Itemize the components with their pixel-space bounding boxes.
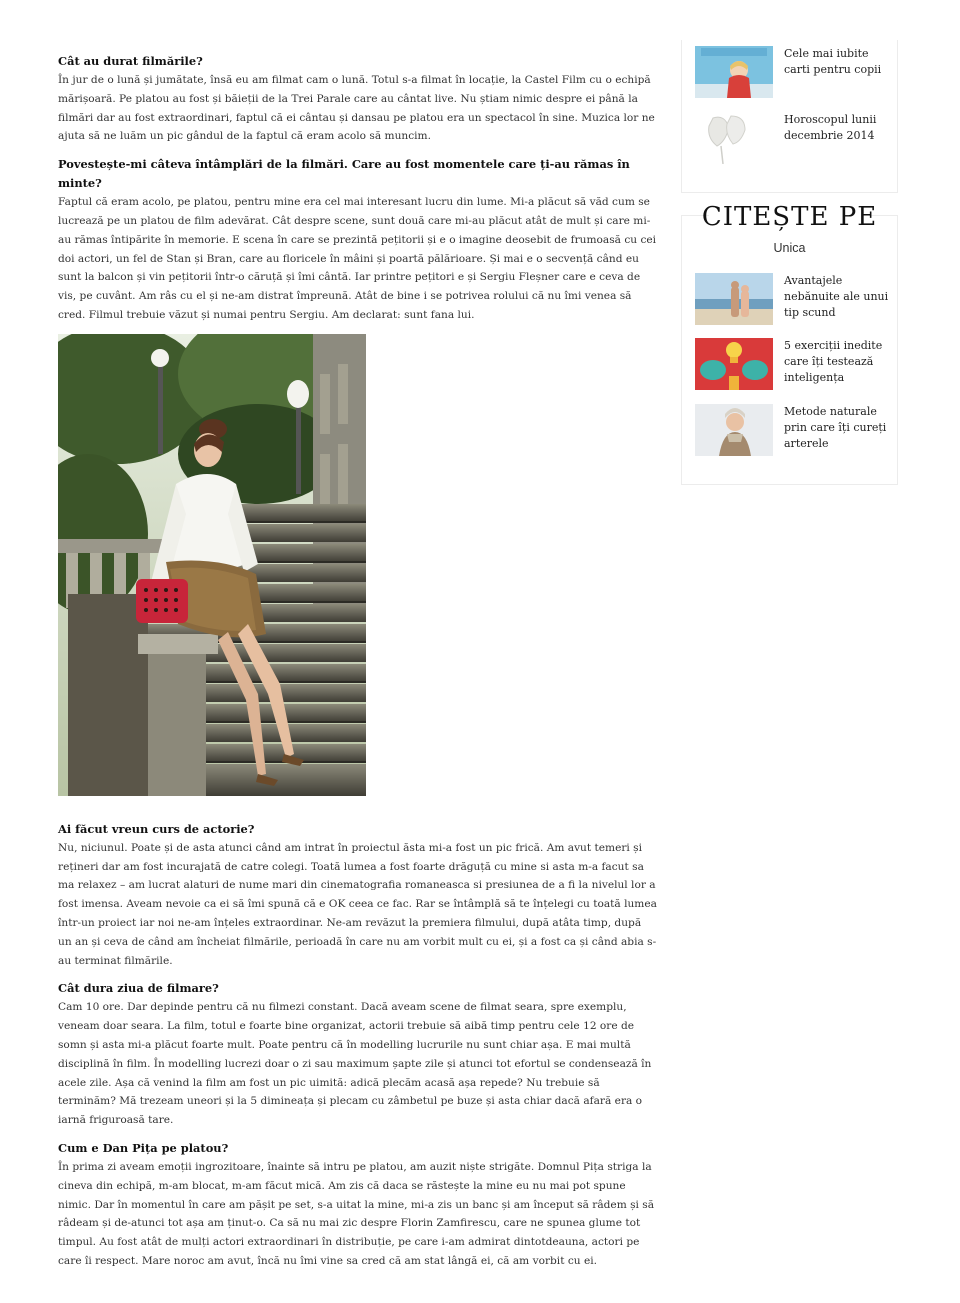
answer-paragraph: Cam 10 ore. Dar depinde pentru că nu filmezi constant. Dacă aveam scene de filmat seara, spre exemplu, veneam doar seara. La film, totul e foarte bine organizat, actorii trebuie să aibă timp pentru cele 12 ore de somn și asta mi-a plăcut foarte mult. Poate pentru că în modelling lucrurile nu sunt chiar așa. E mai multă disciplină în film. În modelling lucrezi doar o zi sau maximum șapte zile și atunci tot efortul se condensează în acele zile. Așa că venind la film am fost un pic uimită: adică plecăm acasă așa repede? Nu trebuie să terminăm? Mă trezeam uneori și la 5 dimineața și plecam cu zâmbetul pe buze și asta chiar dacă afară era o iarnă friguroasă tare. <box>58 1001 652 1127</box>
book-thumbnail <box>695 46 773 98</box>
article-body <box>58 52 658 1280</box>
sidebar-item[interactable] <box>695 338 895 394</box>
sidebar-item[interactable] <box>695 112 895 168</box>
sidebar-item-title[interactable]: Cele mai iubite carti pentru copii <box>784 47 882 76</box>
citeste-brand[interactable]: Unica <box>773 241 806 255</box>
sidebar-item[interactable] <box>695 404 895 460</box>
answer-paragraph: În jur de o lună și jumătate, însă eu am filmat cam o lună. Totul s-a filmat în locație, la Castel Film cu o echipă mărișoară. Pe platou au fost și băieții de la Trei Parale care au cântat live. Nu știam nimic despre ei până la filmări dar au fost extraordinari, faptul că ei cântau și dansau pe platou era un spectacol în sine. Muzica lor ne ajuta să ne luăm un pic gândul de la faptul că eram acolo să muncim. <box>58 74 655 143</box>
sidebar-item-title[interactable]: Avantajele nebănuite ale unui tip scund <box>784 274 889 319</box>
woman-on-stairs-photo <box>58 334 366 796</box>
question-heading: Ai făcut vreun curs de actorie? <box>58 821 255 836</box>
question-heading: Cât au durat filmările? <box>58 54 203 68</box>
question-heading: Cum e Dan Pița pe platou? <box>58 1140 229 1155</box>
question-heading: Cât dura ziua de filmare? <box>58 981 219 996</box>
woman-winter-thumbnail <box>695 404 773 456</box>
sidebar-item-title[interactable]: 5 exerciții inedite care îți testează inteligența <box>784 339 883 384</box>
answer-paragraph: În prima zi aveam emoții ingrozitoare, înainte să intru pe platou, am auzit niște strigăte. Domnul Pița striga la cineva din echipă, m-am blocat, m-am făcut mică. Am zis că daca se răstește la mine eu nu mai pot spune nimic. Dar în momentul în care am pășit pe set, s-a uitat la mine, mi-a zis un banc și am început să râdem și să râdeam și de-atunci tot așa am ținut-o. Ca să nu mai zic despre Florin Zamfirescu, care ne spunea glume tot timpul. Au fost atât de mulți actori extraordinari în distribuție, pe care i-am admirat dintotdeauna, actori pe care îi respect. Mare noroc am avut, încă nu îmi vine sa cred că am stat lângă ei, că am vorbit cu ei. <box>58 1160 655 1267</box>
citeste-heading: CITEȘTE PE <box>701 202 878 232</box>
horoscope-thumbnail <box>695 112 773 164</box>
article-photo <box>58 334 366 796</box>
answer-paragraph: Faptul că eram acolo, pe platou, pentru mine era cel mai interesant lucru din lume. Mi-a plăcut să văd cum se lucrează pe un platou de film adevărat. Cât despre scene, sunt două care mi-au plăcut atât de mult și care mi-au rămas întipărite în memorie. E scena în care se prezintă pețitorii și e o imagine deosebit de frumoasă cu cei doi actori, un fel de Stan și Bran, care au floricele în mâini și poartă pălărioare. Și mai e o secvență când eu sunt la balcon și vin pețitorii într-o căruță și îmi cântă. Iar printre pețitori e și Sergiu Fleșner care e ceva de vis, pe cuvânt. Am râs cu el și ne-am distrat împreună. Atât de bine i se potrivea rolului că nu îmi venea să cred. Filmul trebuie văzut și numai pentru Sergiu. Am declarat: sunt fana lui. <box>58 196 657 321</box>
brain-lightbulb-thumbnail <box>695 338 773 390</box>
question-heading: Povestește-mi câteva întâmplări de la filmări. Care au fost momentele care ți-au rămas în minte? <box>58 157 630 191</box>
sidebar-item[interactable] <box>695 46 895 102</box>
beach-couple-thumbnail <box>695 273 773 325</box>
sidebar-item[interactable] <box>695 273 895 329</box>
answer-paragraph: Nu, niciunul. Poate și de asta atunci când am intrat în proiectul ăsta mi-a fost un pic frică. Am avut temeri și rețineri dar am fost incurajată de catre colegi. Toată lumea a fost foarte drăguță cu mine si asta m-a facut sa ma relaxez – am lucrat alaturi de nume mari din cinematografia romaneasca si presiunea de a fi la nivelul lor a fost imensa. Aveam nevoie ca ei să îmi spună că e OK ceea ce fac. Rar se întâmplă să te înțelegi cu toată lumea într-un proiect iar noi ne-am înțeles extraordinar. Ne-am revăzut la premiera filmului, după atâta timp, după un an și ceva de când am încheiat filmările, perioadă în care nu am vorbit mult cu ei, și a fost ca și când abia s-au terminat filmările. <box>58 841 657 967</box>
citeste-pe-box <box>681 202 898 485</box>
sidebar-related-box <box>681 40 898 193</box>
sidebar-item-title[interactable]: Metode naturale prin care îți cureți arterele <box>784 405 887 450</box>
sidebar-item-title[interactable]: Horoscopul lunii decembrie 2014 <box>784 113 877 142</box>
